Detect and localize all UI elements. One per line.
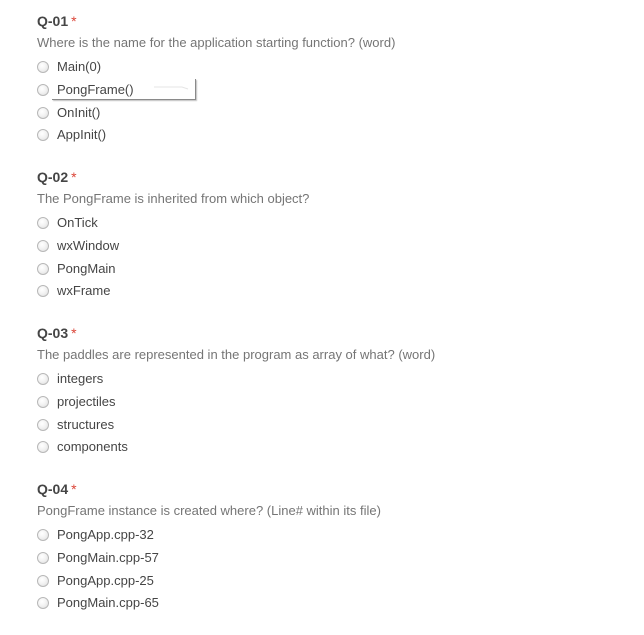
option-pongmain-65[interactable] — [37, 592, 637, 615]
question-q02 — [37, 167, 637, 323]
radio-button[interactable] — [37, 129, 49, 141]
option-label: PongMain — [57, 260, 116, 276]
question-title — [37, 479, 637, 499]
question-title — [37, 167, 637, 187]
radio-button[interactable] — [37, 419, 49, 431]
question-title — [37, 11, 637, 31]
option-oninit[interactable] — [37, 101, 637, 124]
radio-button[interactable] — [37, 217, 49, 229]
question-q03 — [37, 323, 637, 479]
option-label: PongMain.cpp-65 — [57, 595, 159, 611]
radio-button[interactable] — [37, 552, 49, 564]
option-structures[interactable] — [37, 413, 637, 436]
question-id: Q-04 — [37, 481, 69, 497]
radio-button[interactable] — [37, 84, 49, 96]
option-pongapp-25[interactable] — [37, 569, 637, 592]
option-main0[interactable] — [37, 56, 637, 79]
question-text: Where is the name for the application starting function? (word) — [37, 35, 396, 50]
option-pongmain[interactable] — [37, 257, 637, 280]
question-text: The paddles are represented in the program as array of what? (word) — [37, 347, 436, 362]
option-components[interactable] — [37, 436, 637, 459]
option-label: projectiles — [57, 394, 116, 410]
option-label: PongApp.cpp-25 — [57, 572, 154, 588]
question-text: PongFrame instance is created where? (Line# within its file) — [37, 503, 381, 518]
ghost-cursor-icon — [152, 84, 192, 90]
option-label: components — [57, 439, 128, 455]
option-label: structures — [57, 416, 115, 432]
option-wxwindow[interactable] — [37, 235, 637, 258]
radio-button[interactable] — [37, 61, 49, 73]
radio-button[interactable] — [37, 441, 49, 453]
radio-button[interactable] — [37, 575, 49, 587]
option-label: OnInit() — [57, 104, 101, 120]
option-wxframe[interactable] — [37, 280, 637, 303]
option-list — [37, 212, 637, 303]
radio-button[interactable] — [37, 396, 49, 408]
question-title — [37, 323, 637, 343]
question-id: Q-02 — [37, 169, 69, 185]
required-asterisk: * — [71, 481, 77, 497]
question-id: Q-01 — [37, 13, 69, 29]
option-label: OnTick — [57, 215, 98, 231]
option-label: PongApp.cpp-32 — [57, 527, 154, 543]
radio-button[interactable] — [37, 597, 49, 609]
question-id: Q-03 — [37, 325, 69, 341]
question-q04 — [37, 479, 637, 635]
option-label: integers — [57, 371, 104, 387]
option-pongframe[interactable] — [37, 79, 637, 102]
option-label: PongFrame() — [57, 82, 134, 98]
option-label: Main(0) — [57, 59, 102, 75]
radio-button[interactable] — [37, 373, 49, 385]
radio-button[interactable] — [37, 263, 49, 275]
option-projectiles[interactable] — [37, 391, 637, 414]
required-asterisk: * — [71, 325, 77, 341]
option-label: AppInit() — [57, 127, 107, 143]
option-ontick[interactable] — [37, 212, 637, 235]
radio-button[interactable] — [37, 529, 49, 541]
option-label: wxFrame — [57, 283, 111, 299]
option-label: wxWindow — [57, 238, 120, 254]
option-pongmain-57[interactable] — [37, 547, 637, 570]
option-appinit[interactable] — [37, 124, 637, 147]
question-q01 — [37, 11, 637, 167]
radio-button[interactable] — [37, 240, 49, 252]
question-text: The PongFrame is inherited from which object? — [37, 191, 310, 206]
option-list — [37, 368, 637, 459]
option-integers[interactable] — [37, 368, 637, 391]
radio-button[interactable] — [37, 107, 49, 119]
option-pongapp-32[interactable] — [37, 524, 637, 547]
option-list — [37, 524, 637, 615]
radio-button[interactable] — [37, 285, 49, 297]
quiz-form — [37, 11, 637, 635]
option-list — [37, 56, 637, 147]
required-asterisk: * — [71, 169, 77, 185]
required-asterisk: * — [71, 13, 77, 29]
option-label: PongMain.cpp-57 — [57, 550, 159, 566]
